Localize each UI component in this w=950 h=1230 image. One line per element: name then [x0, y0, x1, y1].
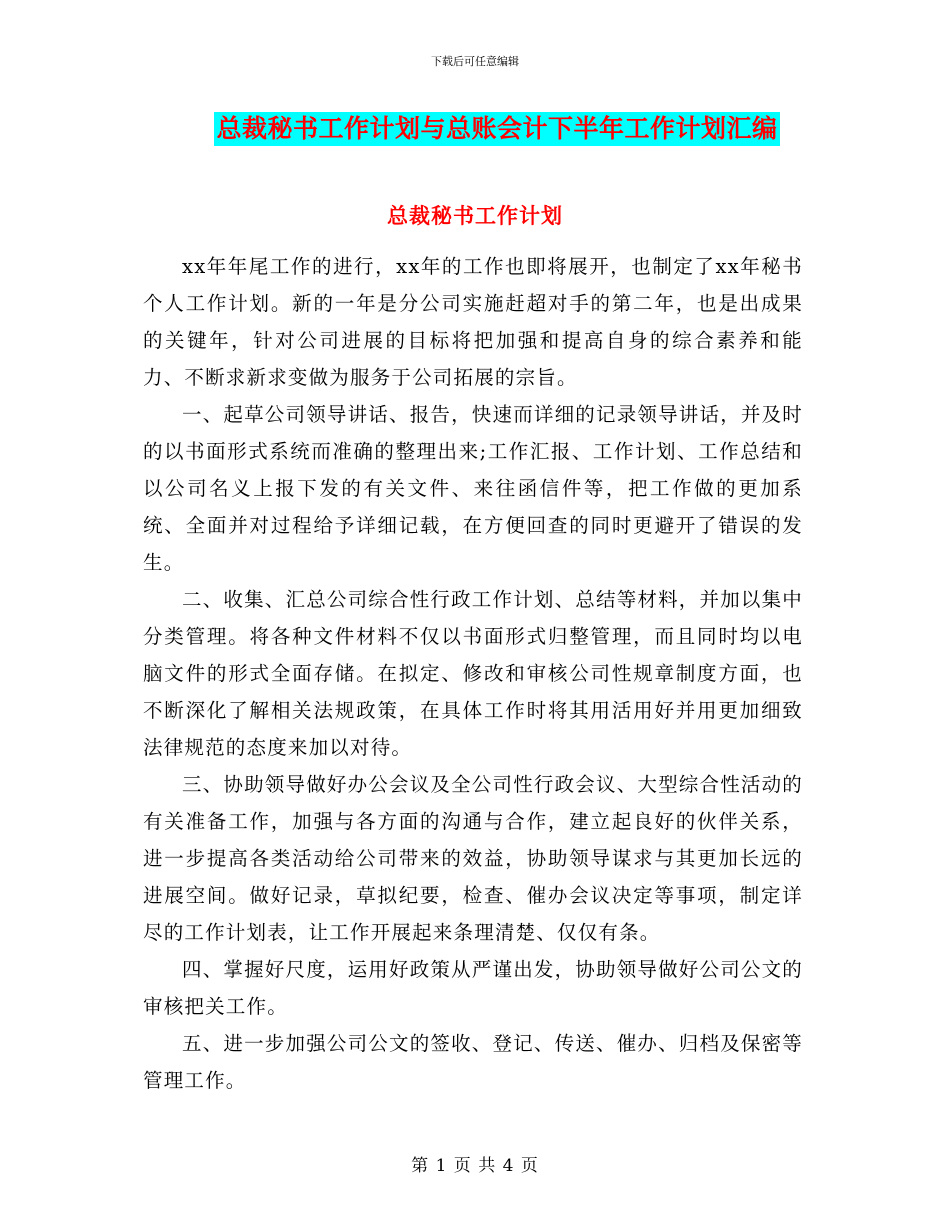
section-title: 总裁秘书工作计划	[387, 204, 563, 228]
paragraph-item-1: 一、起草公司领导讲话、报告，快速而详细的记录领导讲话，并及时的以书面形式系统而准确的整理出来;工作汇报、工作计划、工作总结和以公司名义上报下发的有关文件、来往函信件等，把工作做的更加系统、全面并对过程给予详细记载，在方便回查的同时更避开了错误的发生。	[143, 403, 804, 574]
paragraph-item-5: 五、进一步加强公司公文的签收、登记、传送、催办、归档及保密等管理工作。	[143, 1032, 804, 1092]
main-title: 总裁秘书工作计划与总账会计下半年工作计划汇编	[214, 112, 779, 146]
main-title-container	[0, 112, 950, 146]
paragraph-item-2: 二、收集、汇总公司综合性行政工作计划、总结等材料，并加以集中分类管理。将各种文件材料不仅以书面形式归整管理，而且同时均以电脑文件的形式全面存储。在拟定、修改和审核公司性规章制度方面，也不断深化了解相关法规政策，在具体工作时将其用活用好并用更加细致法律规范的态度来加以对待。	[143, 588, 804, 759]
paragraph-intro: xx年年尾工作的进行，xx年的工作也即将展开，也制定了xx年秘书个人工作计划。新的一年是分公司实施赶超对手的第二年，也是出成果的关键年，针对公司进展的目标将把加强和提高自身的综合素养和能力、不断求新求变做为服务于公司拓展的宗旨。	[143, 255, 803, 389]
document-body	[143, 248, 803, 1099]
header-note: 下载后可任意编辑	[431, 55, 519, 68]
paragraph-item-3: 三、协助领导做好办公会议及全公司性行政会议、大型综合性活动的有关准备工作，加强与各方面的沟通与合作，建立起良好的伙伴关系，进一步提高各类活动给公司带来的效益，协助领导谋求与其更加长远的进展空间。做好记录，草拟纪要，检查、催办会议决定等事项，制定详尽的工作计划表，让工作开展起来条理清楚、仅仅有条。	[143, 773, 804, 944]
paragraph-item-4: 四、掌握好尺度，运用好政策从严谨出发，协助领导做好公司公文的审核把关工作。	[143, 958, 804, 1018]
page-number-footer: 第 1 页 共 4 页	[411, 1156, 539, 1176]
